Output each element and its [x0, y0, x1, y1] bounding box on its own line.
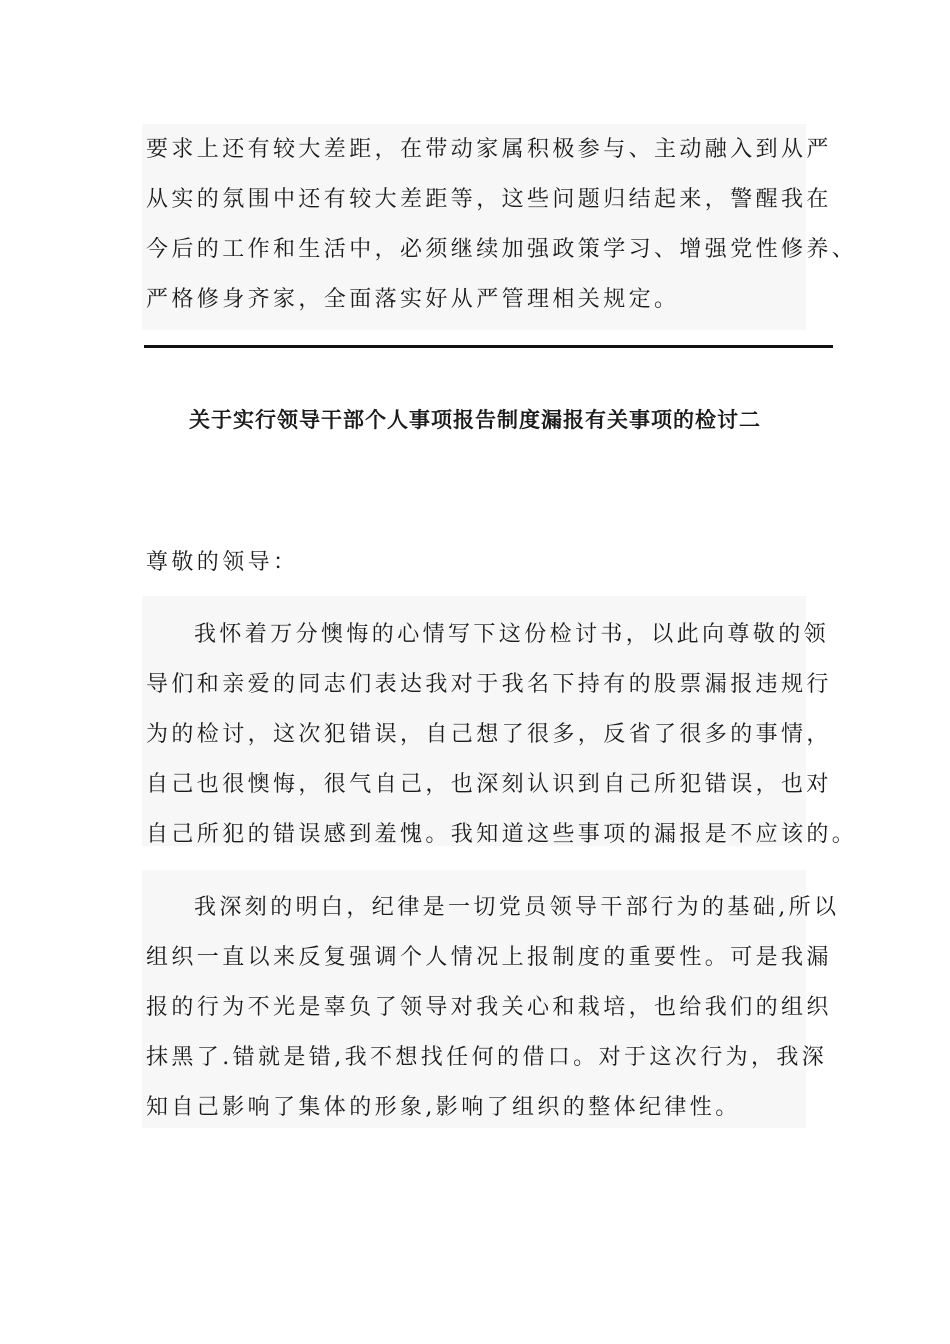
text-line: 知自己影响了集体的形象,影响了组织的整体纪律性。 — [146, 1095, 741, 1120]
text-line: 我怀着万分懊悔的心情写下这份检讨书，以此向尊敬的领 — [194, 622, 830, 647]
text-line: 导们和亲爱的同志们表达我对于我名下持有的股票漏报违规行 — [146, 672, 832, 697]
text-line: 从实的氛围中还有较大差距等，这些问题归结起来，警醒我在 — [146, 187, 832, 212]
text-line: 自己也很懊悔，很气自己，也深刻认识到自己所犯错误，也对 — [146, 772, 832, 797]
text-line: 自己所犯的错误感到羞愧。我知道这些事项的漏报是不应该的。 — [146, 822, 858, 847]
text-line: 我深刻的明白，纪律是一切党员领导干部行为的基础,所以 — [194, 895, 840, 920]
section-title: 关于实行领导干部个人事项报告制度漏报有关事项的检讨二 — [189, 408, 761, 432]
text-line: 要求上还有较大差距，在带动家属积极参与、主动融入到从严 — [146, 137, 832, 162]
text-line: 严格修身齐家，全面落实好从严管理相关规定。 — [146, 287, 680, 312]
text-line: 组织一直以来反复强调个人情况上报制度的重要性。可是我漏 — [146, 945, 832, 970]
text-line: 报的行为不光是辜负了领导对我关心和栽培，也给我们的组织 — [146, 995, 832, 1020]
section-divider — [144, 345, 833, 348]
text-line: 今后的工作和生活中，必须继续加强政策学习、增强党性修养、 — [146, 237, 858, 262]
salutation: 尊敬的领导： — [146, 550, 299, 575]
text-line: 抹黑了.错就是错,我不想找任何的借口。对于这次行为，我深 — [146, 1045, 828, 1070]
text-line: 为的检讨，这次犯错误，自己想了很多，反省了很多的事情， — [146, 722, 832, 747]
